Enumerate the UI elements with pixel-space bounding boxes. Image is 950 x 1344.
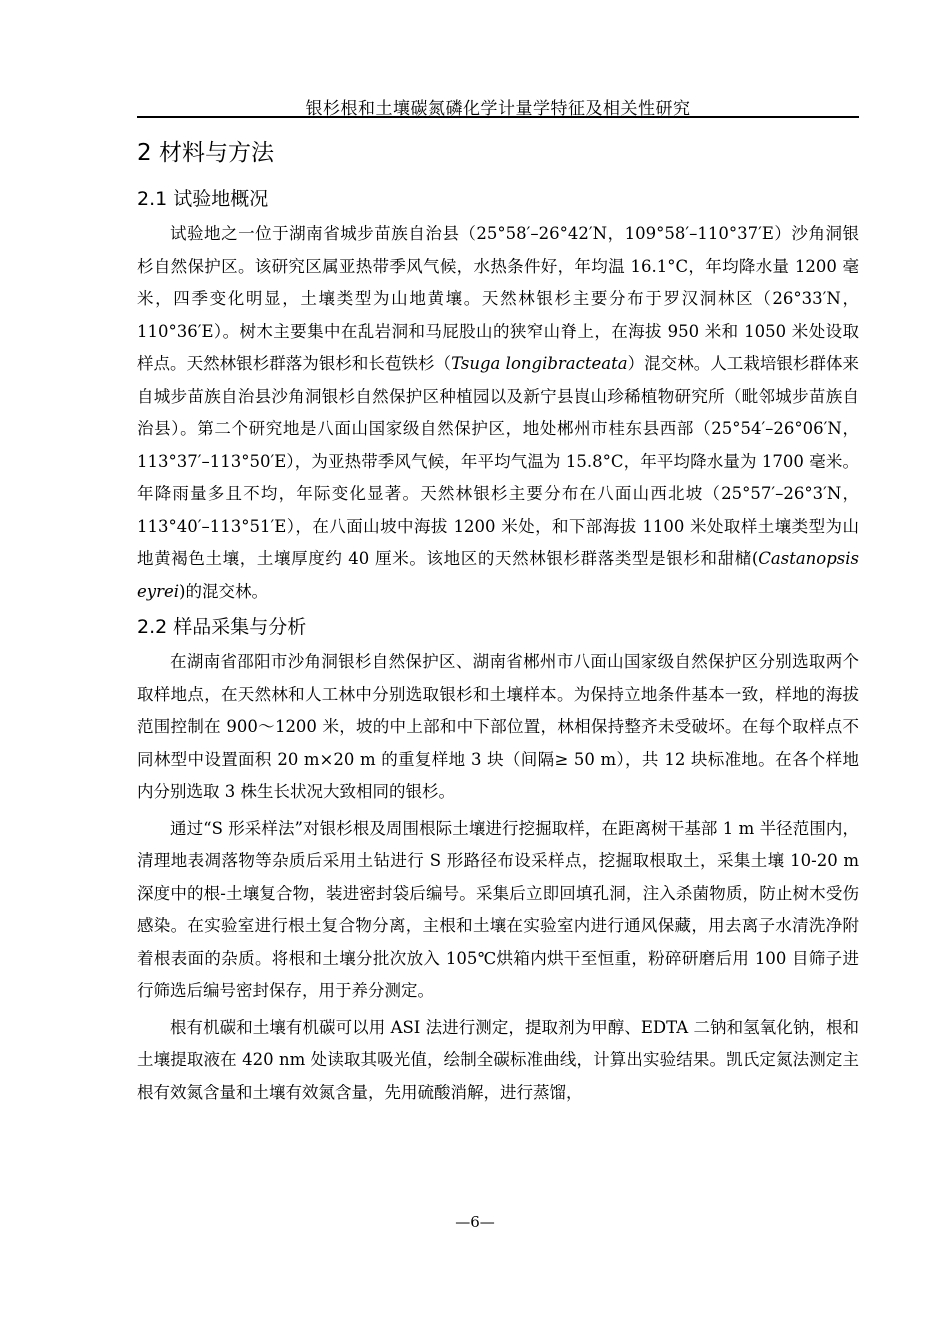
paragraph-analysis: 根有机碳和土壤有机碳可以用 ASI 法进行测定，提取剂为甲醇、EDTA 二钠和氢氧化钠，根和土壤提取液在 420 nm 处读取其吸光值，绘制全碳标准曲线，计算出实验结果。凯氏定氮法测定主根有效氮含量和土壤有效氮含量，先用硫酸消解，进行蒸馏， — [137, 1017, 859, 1102]
paragraph-s-sampling: 通过“S 形采样法”对银杉根及周围根际土壤进行挖掘取样，在距离树干基部 1 m 半径范围内，清理地表凋落物等杂质后采用土钻进行 S 形路径布设采样点，挖掘取根取土，采集土壤 10-20 m 深度中的根-土壤复合物，装进密封袋后编号。采集后立即回填孔洞，注入杀菌物质，防止树木受伤感染。在实验室进行根土复合物分离，主根和土壤在实验室内进行通风保藏，用去离子水清洗净附着根表面的杂质。将根和土壤分批次放入 105℃烘箱内烘干至恒重，粉碎研磨后用 100 目筛子进行筛选后编号密封保存，用于养分测定。 — [137, 818, 859, 1000]
species-name: Tsuga longibracteata — [451, 354, 628, 373]
page-body — [137, 136, 859, 1109]
text-run: ）混交林。人工栽培银杉群体来自城步苗族自治县沙角洞银杉自然保护区种植园以及新宁县崀山珍稀植物研究所（毗邻城步苗族自治县）。第二个研究地是八面山国家级自然保护区，地处郴州市桂东县西部（25°54′–26°06′N，113°37′–113°50′E），为亚热带季风气候，年平均气温为 15.8°C，年平均降水量为 1700 毫米。年降雨量多且不均，年际变化显著。天然林银杉主要分布在八面山西北坡（25°57′–26°3′N，113°40′–113°51′E），在八面山坡中海拔 1200 米处，和下部海拔 1100 米处取样土壤类型为山地黄褐色土壤，土壤厚度约 40 厘米。该地区的天然林银杉群落类型是银杉和甜槠( — [137, 354, 860, 568]
text-run: )的混交林。 — [179, 581, 268, 601]
paragraph-site-overview — [137, 218, 859, 608]
page-number: —6— — [455, 1213, 495, 1231]
subsection-title-2-1: 2.1 试验地概况 — [137, 188, 269, 210]
species-name: Castanopsis eyrei — [137, 549, 859, 601]
paragraph-sampling: 在湖南省邵阳市沙角洞银杉自然保护区、湖南省郴州市八面山国家级自然保护区分别选取两个取样地点，在天然林和人工林中分别选取银杉和土壤样本。为保持立地条件基本一致，样地的海拔范围控制在 900～1200 米，坡的中上部和中下部位置，林相保持整齐未受破坏。在每个取样点不同林型中设置面积 20 m×20 m 的重复样地 3 块（间隔≥ 50 m），共 12 块标准地。在各个样地内分别选取 3 株生长状况大致相同的银杉。 — [137, 652, 859, 801]
text-run: 试验地之一位于湖南省城步苗族自治县（25°58′–26°42′N，109°58′–110°37′E）沙角洞银杉自然保护区。该研究区属亚热带季风气候，水热条件好，年均温 16.1°C，年均降水量 1200 毫米，四季变化明显，土壤类型为山地黄壤。天然林银杉主要分布于罗汉洞林区（26°33′N，110°36′E）。树木主要集中在乱岩洞和马屁股山的狭窄山脊上，在海拔 950 米和 1050 米处设取样点。天然林银杉群落为银杉和长苞铁杉（ — [137, 224, 859, 373]
header-divider — [137, 116, 859, 118]
subsection-title-2-2: 2.2 样品采集与分析 — [137, 616, 307, 638]
running-header: 银杉根和土壤碳氮磷化学计量学特征及相关性研究 — [305, 99, 691, 119]
section-title: 2 材料与方法 — [137, 140, 274, 166]
